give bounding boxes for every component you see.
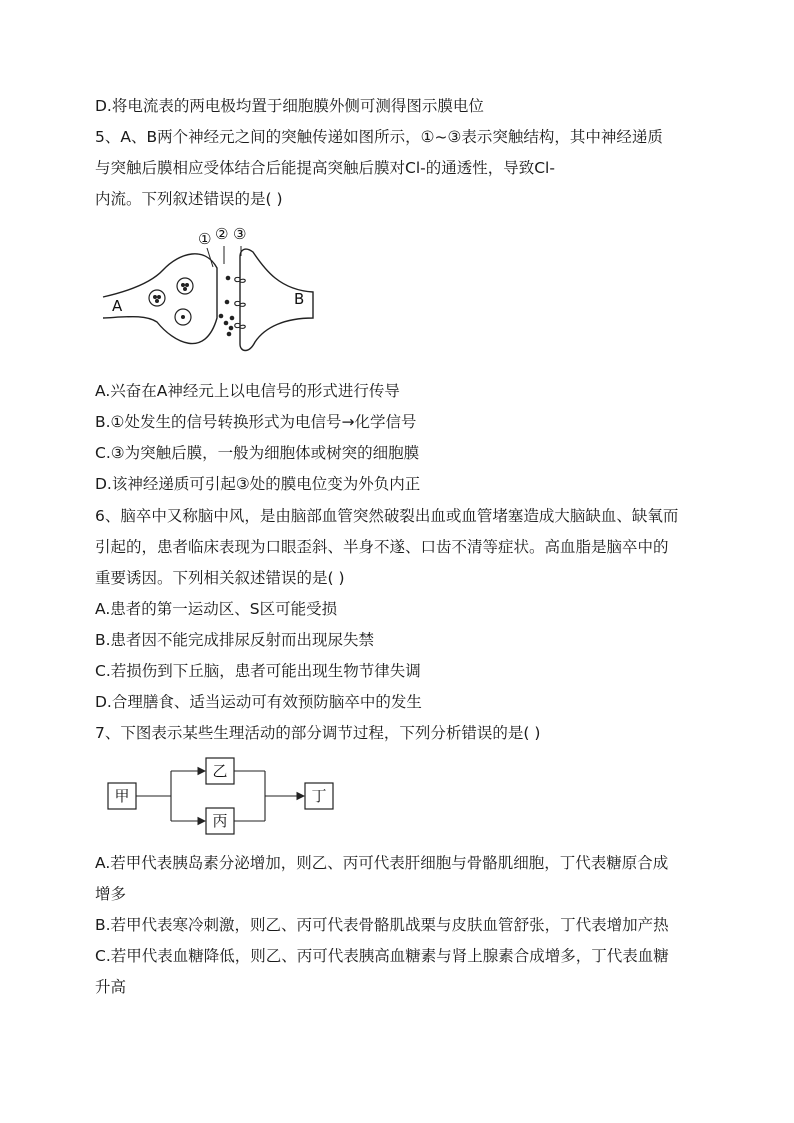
- q5-option-c: C.③为突触后膜，一般为细胞体或树突的细胞膜: [95, 444, 420, 462]
- q7-option-a-line-2: 增多: [95, 885, 127, 903]
- q5-option-d: D.该神经递质可引起③处的膜电位变为外负内正: [95, 475, 421, 493]
- q7-option-b: B.若甲代表寒冷刺激，则乙、丙可代表骨骼肌战栗与皮肤血管舒张，丁代表增加产热: [95, 916, 669, 934]
- box-ding-label: 丁: [311, 787, 327, 805]
- q5-stem-line-2: 与突触后膜相应受体结合后能提高突触后膜对Cl-的通透性，导致Cl-: [95, 159, 555, 177]
- q6-option-d: D.合理膳食、适当运动可有效预防脑卒中的发生: [95, 693, 422, 711]
- q6-option-a: A.患者的第一运动区、S区可能受损: [95, 600, 338, 618]
- q6-stem-line-2: 引起的，患者临床表现为口眼歪斜、半身不遂、口齿不清等症状。高血脂是脑卒中的: [95, 538, 669, 556]
- synaptic-vesicle: [149, 290, 165, 306]
- q4-option-d: D.将电流表的两电极均置于细胞膜外侧可测得图示膜电位: [95, 97, 484, 115]
- marker-3: ③: [233, 225, 247, 243]
- q6-stem-line-3: 重要诱因。下列相关叙述错误的是( ): [95, 569, 345, 587]
- q5-stem-line-1: 5、A、B两个神经元之间的突触传递如图所示，①~③表示突触结构，其中神经递质: [95, 128, 663, 146]
- neurotransmitter-molecules: [219, 276, 235, 337]
- box-bing-label: 丙: [212, 812, 228, 830]
- marker-1: ①: [198, 230, 212, 248]
- q5-option-b: B.①处发生的信号转换形式为电信号→化学信号: [95, 413, 417, 431]
- q6-option-b: B.患者因不能完成排尿反射而出现尿失禁: [95, 631, 375, 649]
- marker-2: ②: [215, 225, 229, 243]
- neuron-label-a: A: [112, 297, 123, 315]
- q5-stem-line-3: 内流。下列叙述错误的是( ): [95, 190, 283, 208]
- regulation-flow-diagram: [105, 755, 340, 837]
- neuron-label-b: B: [294, 290, 305, 308]
- box-jia-label: 甲: [114, 787, 130, 805]
- q5-option-a: A.兴奋在A神经元上以电信号的形式进行传导: [95, 382, 400, 400]
- q7-option-c-line-1: C.若甲代表血糖降低，则乙、丙可代表胰高血糖素与肾上腺素合成增多，丁代表血糖: [95, 947, 669, 965]
- q7-option-c-line-2: 升高: [95, 978, 127, 996]
- synapse-figure: [95, 222, 330, 360]
- q6-option-c: C.若损伤到下丘脑，患者可能出现生物节律失调: [95, 662, 421, 680]
- q6-stem-line-1: 6、脑卒中又称脑中风，是由脑部血管突然破裂出血或血管堵塞造成大脑缺血、缺氧而: [95, 507, 679, 525]
- box-yi-label: 乙: [212, 762, 228, 780]
- q7-option-a-line-1: A.若甲代表胰岛素分泌增加，则乙、丙可代表肝细胞与骨骼肌细胞，丁代表糖原合成: [95, 854, 669, 872]
- synaptic-vesicle: [177, 278, 193, 294]
- synaptic-vesicle: [175, 309, 191, 325]
- q7-stem: 7、下图表示某些生理活动的部分调节过程，下列分析错误的是( ): [95, 724, 541, 742]
